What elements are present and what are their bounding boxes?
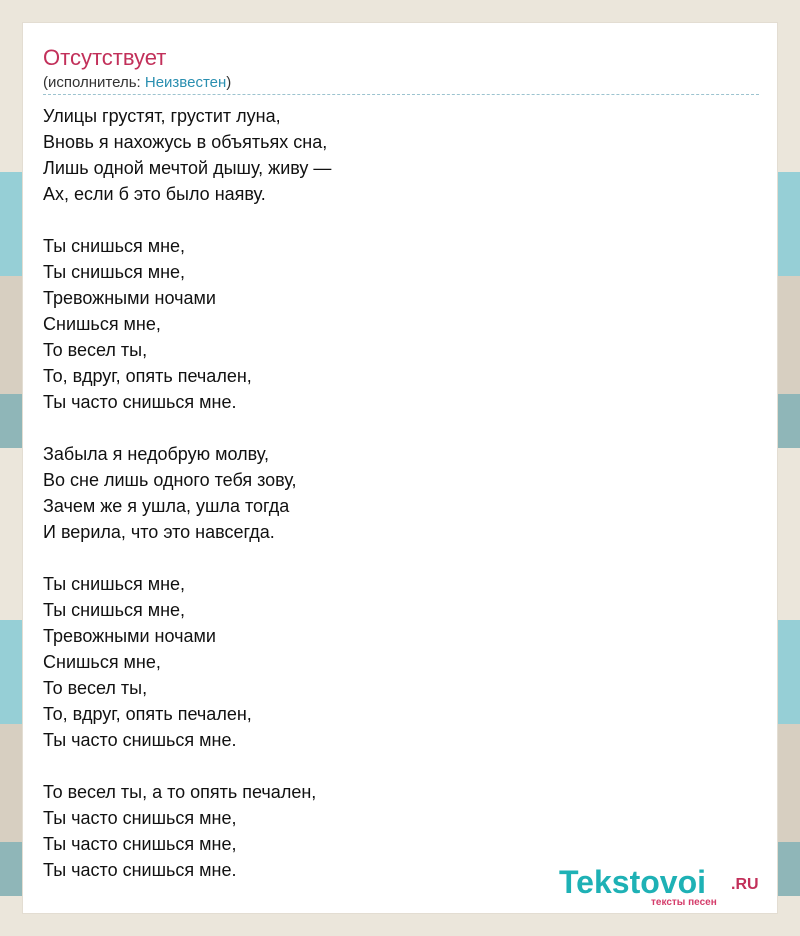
logo-tld: .RU bbox=[731, 876, 759, 893]
lyrics-stanza bbox=[43, 233, 759, 415]
lyrics-line: То весел ты, bbox=[43, 678, 148, 698]
lyrics-line: Вновь я нахожусь в объятьях сна, bbox=[43, 132, 328, 152]
lyrics-line: Зачем же я ушла, ушла тогда bbox=[43, 496, 290, 516]
lyrics-line: Ты часто снишься мне. bbox=[43, 860, 237, 880]
lyrics-line: Снишься мне, bbox=[43, 314, 161, 334]
lyrics-line: Ты снишься мне, bbox=[43, 574, 186, 594]
lyrics-line: То, вдруг, опять печален, bbox=[43, 704, 252, 724]
lyrics-line: Тревожными ночами bbox=[43, 626, 216, 646]
lyrics-line: То весел ты, а то опять печален, bbox=[43, 782, 317, 802]
lyrics-stanza bbox=[43, 441, 759, 545]
dashed-divider bbox=[43, 94, 759, 95]
lyrics-line: Во сне лишь одного тебя зову, bbox=[43, 470, 297, 490]
artist-line bbox=[43, 74, 231, 92]
site-logo[interactable] bbox=[559, 865, 769, 911]
lyrics-line: Ах, если б это было наяву. bbox=[43, 184, 266, 204]
song-title: Отсутствует bbox=[43, 45, 167, 70]
lyrics-card bbox=[22, 22, 778, 914]
lyrics-line: Забыла я недобрую молву, bbox=[43, 444, 269, 464]
lyrics-line: Снишься мне, bbox=[43, 652, 161, 672]
lyrics-line: Лишь одной мечтой дышу, живу — bbox=[43, 158, 332, 178]
logo-tagline: тексты песен bbox=[651, 897, 717, 908]
lyrics-body bbox=[43, 103, 759, 909]
lyrics-line: Ты снишься мне, bbox=[43, 600, 186, 620]
lyrics-line: И верила, что это навсегда. bbox=[43, 522, 275, 542]
artist-prefix: (исполнитель: bbox=[43, 74, 145, 91]
lyrics-stanza bbox=[43, 571, 759, 753]
lyrics-line: Ты часто снишься мне, bbox=[43, 808, 237, 828]
artist-link[interactable]: Неизвестен bbox=[144, 74, 227, 91]
artist-suffix: ) bbox=[226, 74, 232, 91]
lyrics-line: Ты часто снишься мне. bbox=[43, 392, 237, 412]
lyrics-line: Ты снишься мне, bbox=[43, 262, 186, 282]
logo-wordmark: Tekstovoi bbox=[559, 864, 706, 900]
lyrics-line: Ты часто снишься мне. bbox=[43, 730, 237, 750]
lyrics-line: Ты снишься мне, bbox=[43, 236, 186, 256]
lyrics-stanza bbox=[43, 103, 759, 207]
lyrics-line: То, вдруг, опять печален, bbox=[43, 366, 252, 386]
lyrics-line: Тревожными ночами bbox=[43, 288, 216, 308]
lyrics-line: Улицы грустят, грустит луна, bbox=[43, 106, 281, 126]
lyrics-line: То весел ты, bbox=[43, 340, 148, 360]
lyrics-line: Ты часто снишься мне, bbox=[43, 834, 237, 854]
